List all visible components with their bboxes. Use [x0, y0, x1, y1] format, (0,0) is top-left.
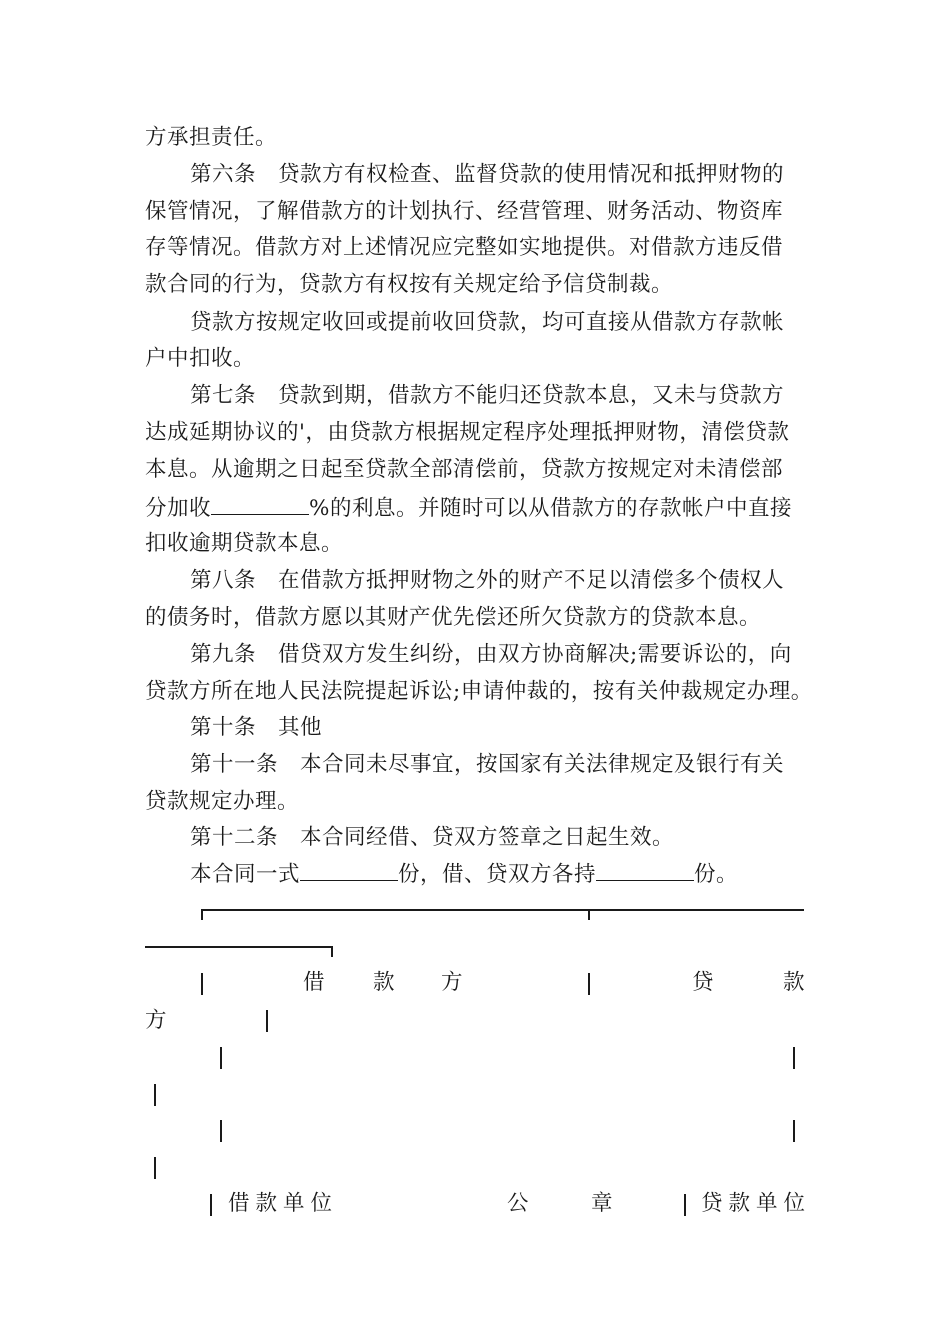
article-10-line [190, 713, 322, 743]
seal-label-char: 章 [591, 1191, 613, 1216]
table-cell-border [220, 1120, 222, 1142]
article-12-title: 第十二条 [190, 825, 279, 850]
paragraph-line: 扣收逾期贷款本息。 [145, 531, 344, 556]
article-11-title: 第十一条 [190, 752, 279, 777]
borrower-label-char: 借 [303, 970, 325, 995]
lender-unit-label: 贷款单位 [701, 1191, 812, 1216]
article-11-line [190, 750, 784, 780]
table-cell-border [588, 973, 590, 995]
article-9-title: 第九条 [190, 642, 257, 667]
lender-label-char: 贷 [692, 970, 714, 995]
paragraph-line: 的债务时，借款方愿以其财产优先偿还所欠贷款方的贷款本息。 [145, 605, 762, 630]
article-7-text: 贷款到期，借款方不能归还贷款本息，又未与贷款方 [278, 383, 785, 408]
paragraph-line: 存等情况。借款方对上述情况应完整如实地提供。对借款方违反借 [145, 235, 784, 260]
copies-each-blank[interactable] [596, 858, 694, 881]
lender-label-char: 款 [783, 970, 805, 995]
table-cell-border [684, 1194, 686, 1216]
table-divider-tick [588, 909, 590, 920]
article-8-title: 第八条 [190, 568, 257, 593]
article-11-text: 本合同未尽事宜，按国家有关法律规定及银行有关 [300, 752, 785, 777]
table-cell-border [154, 1084, 156, 1106]
table-cell-border [201, 973, 203, 995]
table-corner-right [331, 946, 333, 957]
paragraph-line: 户中扣收。 [145, 346, 256, 371]
interest-suffix: %的利息。并随时可以从借款方的存款帐户中直接 [309, 496, 792, 521]
paragraph-line: 贷款方按规定收回或提前收回贷款，均可直接从借款方存款帐 [190, 310, 785, 335]
table-corner-left [201, 909, 203, 920]
article-9-line [190, 640, 792, 670]
interest-prefix: 分加收 [145, 496, 212, 521]
copies-total-blank[interactable] [300, 858, 398, 881]
table-cell-border [793, 1047, 795, 1069]
paragraph-line: 达成延期协议的'，由贷款方根据规定程序处理抵押财物，清偿贷款 [145, 420, 790, 445]
lender-label-char: 方 [145, 1008, 167, 1033]
interest-line [145, 492, 792, 524]
article-10-text: 其他 [278, 715, 323, 740]
seal-label-char: 公 [507, 1191, 529, 1216]
table-cell-border [793, 1120, 795, 1142]
table-top-border-wrap [145, 946, 333, 948]
article-8-line [190, 566, 784, 596]
article-10-title: 第十条 [190, 715, 257, 740]
table-cell-border [220, 1047, 222, 1069]
interest-rate-blank[interactable] [211, 492, 309, 515]
article-9-text: 借贷双方发生纠纷，由双方协商解决;需要诉讼的，向 [278, 642, 792, 667]
copies-suffix: 份。 [694, 862, 739, 887]
paragraph-line: 款合同的行为，贷款方有权按有关规定给予信贷制裁。 [145, 272, 674, 297]
table-cell-border [266, 1010, 268, 1032]
table-cell-border [154, 1157, 156, 1179]
table-cell-border [210, 1194, 212, 1216]
article-7-title: 第七条 [190, 383, 257, 408]
paragraph-line: 本息。从逾期之日起至贷款全部清偿前，贷款方按规定对未清偿部 [145, 457, 784, 482]
article-12-line [190, 823, 674, 853]
article-6-text: 贷款方有权检查、监督贷款的使用情况和抵押财物的 [278, 162, 785, 187]
article-7-line [190, 381, 784, 411]
article-12-text: 本合同经借、贷双方签章之日起生效。 [300, 825, 675, 850]
copies-mid: 份，借、贷双方各持 [398, 862, 597, 887]
paragraph-line: 方承担责任。 [145, 125, 278, 150]
copies-line [190, 858, 738, 890]
copies-prefix: 本合同一式 [190, 862, 301, 887]
paragraph-line: 保管情况，了解借款方的计划执行、经营管理、财务活动、物资库 [145, 199, 784, 224]
article-8-text: 在借款方抵押财物之外的财产不足以清偿多个债权人 [278, 568, 785, 593]
table-top-border [201, 909, 804, 911]
borrower-label-char: 方 [441, 970, 463, 995]
paragraph-line: 贷款规定办理。 [145, 789, 300, 814]
borrower-label-char: 款 [373, 970, 395, 995]
article-6-line [190, 160, 784, 190]
paragraph-line: 贷款方所在地人民法院提起诉讼;申请仲裁的，按有关仲裁规定办理。 [145, 679, 813, 704]
article-6-title: 第六条 [190, 162, 257, 187]
borrower-unit-label: 借款单位 [228, 1191, 339, 1216]
